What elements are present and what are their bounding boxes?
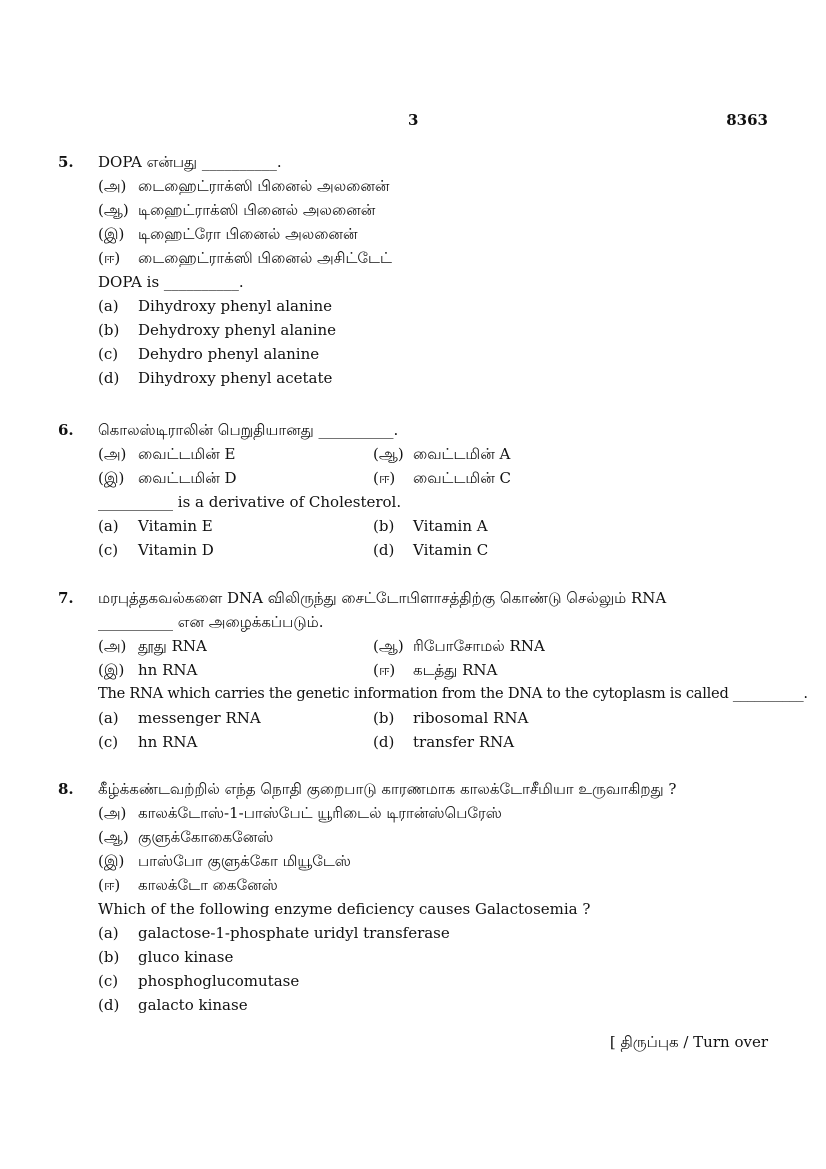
question-8 [58, 777, 770, 1017]
english-stem: Which of the following enzyme deficiency causes Galactosemia ? [98, 900, 591, 918]
option-label: (b) [373, 709, 395, 727]
turn-over-note: [ திருப்புக / Turn over [609, 1033, 768, 1051]
option-text: வைட்டமின் C [413, 469, 511, 487]
option-label: (இ) [98, 225, 125, 243]
option-label: (d) [373, 733, 395, 751]
option-label: (ஈ) [98, 249, 121, 267]
english-stem: DOPA is __________. [98, 273, 244, 291]
option-text: Dehydro phenyl alanine [138, 345, 320, 363]
option-text: காலக்டோ கைனேஸ் [138, 876, 278, 894]
option-label: (a) [98, 709, 119, 727]
option-label: (a) [98, 297, 119, 315]
tamil-option-row [98, 442, 770, 466]
question-number: 6. [58, 421, 74, 439]
question-number: 5. [58, 153, 74, 171]
page-number: 3 [408, 111, 419, 129]
english-stem: __________ is a derivative of Cholesterol. [98, 493, 402, 511]
english-option [98, 945, 770, 969]
option-text: காலக்டோஸ்-1-பாஸ்பேட் யூரிடைல் டிரான்ஸ்பெரேஸ் [138, 804, 502, 822]
option-label: (ஈ) [373, 661, 396, 679]
option-label: (c) [98, 345, 119, 363]
paper-code: 8363 [726, 111, 768, 129]
option-label: (b) [98, 948, 120, 966]
tamil-option-row [98, 634, 770, 658]
option-text: ரிபோசோமல் RNA [413, 637, 545, 655]
option-text: Dihydroxy phenyl acetate [138, 369, 333, 387]
option-label: (a) [98, 517, 119, 535]
option-text: Vitamin A [413, 517, 488, 535]
option-label: (c) [98, 733, 119, 751]
option-label: (இ) [98, 469, 125, 487]
option-text: gluco kinase [138, 948, 234, 966]
option-text: phosphoglucomutase [138, 972, 300, 990]
option-text: Vitamin C [413, 541, 489, 559]
tamil-option [98, 222, 770, 246]
option-label: (d) [98, 996, 120, 1014]
option-text: transfer RNA [413, 733, 515, 751]
tamil-option [98, 246, 770, 270]
english-option [98, 366, 770, 390]
option-text: டிஹைட்ரோ பினைல் அலனைன் [138, 225, 358, 243]
english-option [98, 969, 770, 993]
option-text: ribosomal RNA [413, 709, 529, 727]
option-text: Vitamin E [138, 517, 213, 535]
question-7 [58, 586, 808, 754]
english-stem: The RNA which carries the genetic information from the DNA to the cytoplasm is called __________. [98, 685, 808, 702]
option-text: galacto kinase [138, 996, 248, 1014]
option-label: (அ) [98, 637, 127, 655]
option-label: (a) [98, 924, 119, 942]
tamil-stem: DOPA என்பது __________. [98, 153, 282, 171]
option-label: (d) [98, 369, 120, 387]
tamil-stem-continued: __________ என அழைக்கப்படும். [98, 613, 324, 631]
english-option-row [98, 706, 770, 730]
english-option-row [98, 538, 770, 562]
option-text: வைட்டமின் E [138, 445, 236, 463]
option-label: (ஆ) [373, 445, 404, 463]
option-label: (அ) [98, 804, 127, 822]
english-option [98, 294, 770, 318]
tamil-stem: கீழ்க்கண்டவற்றில் எந்த நொதி குறைபாடு காரணமாக காலக்டோசீமியா உருவாகிறது ? [98, 780, 677, 798]
question-5 [58, 150, 770, 390]
option-label: (ஆ) [98, 828, 129, 846]
tamil-option [98, 825, 770, 849]
option-label: (ஈ) [98, 876, 121, 894]
tamil-option [98, 174, 770, 198]
option-label: (c) [98, 972, 119, 990]
option-text: தூது RNA [138, 637, 207, 655]
option-label: (b) [98, 321, 120, 339]
option-label: (ஆ) [373, 637, 404, 655]
tamil-stem: மரபுத்தகவல்களை DNA விலிருந்து சைட்டோபிளாசத்திற்கு கொண்டு செல்லும் RNA [98, 589, 667, 607]
tamil-option [98, 873, 770, 897]
option-text: hn RNA [138, 733, 198, 751]
option-text: messenger RNA [138, 709, 261, 727]
english-option [98, 342, 770, 366]
option-text: Dehydroxy phenyl alanine [138, 321, 337, 339]
question-6 [58, 418, 770, 562]
option-text: டைஹைட்ராக்ஸி பினைல் அலனைன் [138, 177, 390, 195]
option-text: கடத்து RNA [413, 661, 498, 679]
option-text: வைட்டமின் D [138, 469, 237, 487]
option-label: (b) [373, 517, 395, 535]
question-number: 7. [58, 589, 74, 607]
english-option [98, 993, 770, 1017]
option-text: டைஹைட்ராக்ஸி பினைல் அசிட்டேட் [138, 249, 392, 267]
option-text: Dihydroxy phenyl alanine [138, 297, 332, 315]
english-option-row [98, 730, 770, 754]
option-label: (இ) [98, 852, 125, 870]
english-option [98, 318, 770, 342]
english-option-row [98, 514, 770, 538]
option-label: (c) [98, 541, 119, 559]
option-label: (d) [373, 541, 395, 559]
option-label: (அ) [98, 177, 127, 195]
option-text: வைட்டமின் A [413, 445, 511, 463]
option-label: (ஈ) [373, 469, 396, 487]
question-number: 8. [58, 780, 74, 798]
tamil-option-row [98, 466, 770, 490]
option-text: குளுக்கோகைனேஸ் [138, 828, 274, 846]
option-text: டிஹைட்ராக்ஸி பினைல் அலனைன் [138, 201, 376, 219]
option-label: (அ) [98, 445, 127, 463]
option-label: (இ) [98, 661, 125, 679]
option-text: hn RNA [138, 661, 198, 679]
tamil-stem: கொலஸ்டிராலின் பெறுதியானது __________. [98, 421, 399, 439]
option-text: Vitamin D [138, 541, 214, 559]
tamil-option-row [98, 658, 770, 682]
option-text: galactose-1-phosphate uridyl transferase [138, 924, 450, 942]
tamil-option [98, 801, 770, 825]
tamil-option [98, 849, 770, 873]
option-label: (ஆ) [98, 201, 129, 219]
tamil-option [98, 198, 770, 222]
option-text: பாஸ்போ குளுக்கோ மியூடேஸ் [138, 852, 351, 870]
english-option [98, 921, 770, 945]
